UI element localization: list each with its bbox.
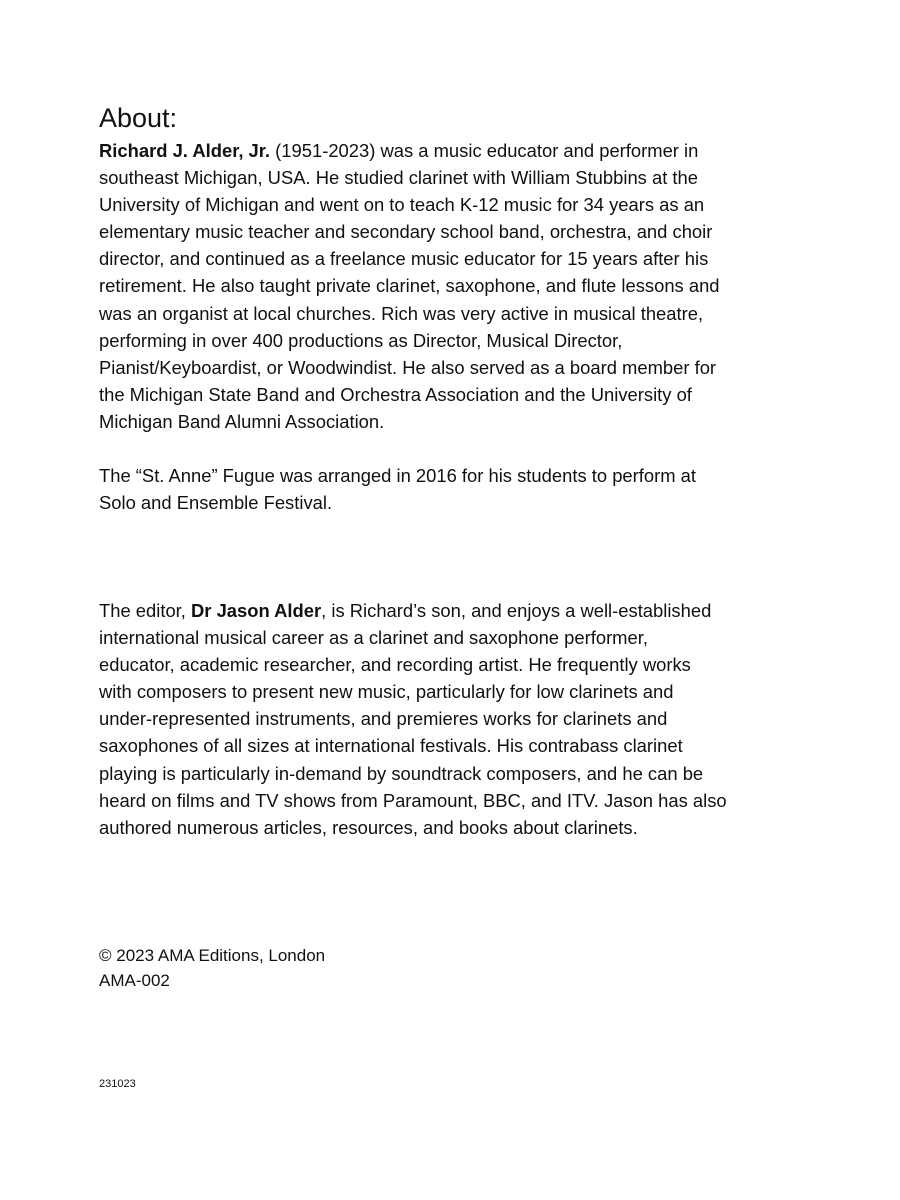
bio-line: southeast Michigan, USA. He studied clarinet with William Stubbins at the (99, 167, 698, 189)
fugue-note-line: The “St. Anne” Fugue was arranged in 2016 for his students to perform at (99, 465, 697, 486)
editor-line: authored numerous articles, resources, and books about clarinets. (99, 816, 638, 838)
bio-line: the Michigan State Band and Orchestra Association and the University of (99, 383, 692, 405)
editor-line: under-represented instruments, and premieres works for clarinets and (99, 708, 668, 730)
about-heading: About: (99, 103, 178, 133)
copyright-block (99, 943, 325, 993)
bio-line: Michigan Band Alumni Association. (99, 410, 385, 432)
editor-paragraph (99, 597, 727, 841)
bio-line: elementary music teacher and secondary school band, orchestra, and choir (99, 221, 713, 243)
catalog-number: AMA-002 (99, 971, 170, 990)
fugue-note-line: Solo and Ensemble Festival. (99, 492, 333, 514)
bio-line: Pianist/Keyboardist, or Woodwindist. He also served as a board member for (99, 356, 717, 378)
editor-line: international musical career as a clarinet and saxophone performer, (99, 627, 648, 649)
editor-line: educator, academic researcher, and recording artist. He frequently works (99, 654, 691, 676)
editor-line: saxophones of all sizes at international festivals. His contrabass clarinet (99, 735, 683, 757)
bio-line: was an organist at local churches. Rich was very active in musical theatre, (99, 302, 704, 324)
editor-line: with composers to present new music, particularly for low clarinets and (99, 681, 674, 703)
copyright-notice: © 2023 AMA Editions, London (99, 946, 326, 965)
editor-intro-text: The editor, (99, 600, 192, 621)
editor-line: heard on films and TV shows from Paramount, BBC, and ITV. Jason has also (99, 789, 727, 811)
bio-paragraph (99, 137, 720, 435)
bio-line: University of Michigan and went on to teach K-12 music for 34 years as an (99, 194, 705, 216)
composer-name: Richard J. Alder, Jr. (99, 140, 271, 161)
editor-name: Dr Jason Alder (191, 600, 322, 621)
fugue-note-paragraph (99, 462, 696, 516)
bio-line: performing in over 400 productions as Director, Musical Director, (99, 329, 623, 351)
bio-line (99, 137, 720, 164)
editor-line (99, 597, 727, 624)
print-code: 231023 (99, 1078, 136, 1090)
editor-line: playing is particularly in-demand by soundtrack composers, and he can be (99, 762, 704, 784)
bio-first-line-text: (1951-2023) was a music educator and performer in (270, 140, 699, 161)
bio-line: director, and continued as a freelance music educator for 15 years after his (99, 248, 709, 270)
editor-first-line-text: , is Richard’s son, and enjoys a well-established (321, 600, 712, 621)
bio-line: retirement. He also taught private clarinet, saxophone, and flute lessons and (99, 275, 720, 297)
